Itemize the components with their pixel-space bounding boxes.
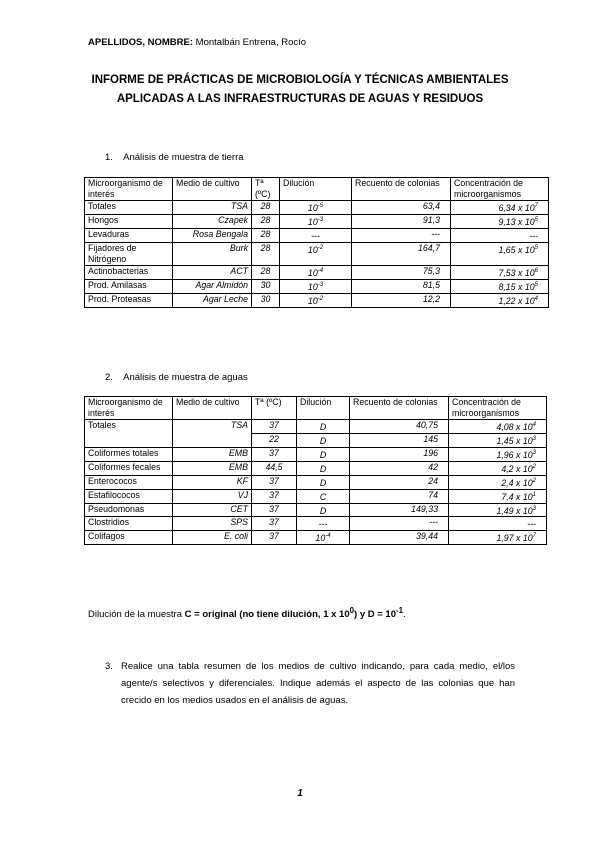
organism-cell: Coliformes totales — [85, 447, 173, 461]
student-label: APELLIDOS, NOMBRE: — [88, 37, 194, 48]
concentration-cell — [451, 228, 549, 242]
water-analysis-table — [84, 396, 547, 545]
table-row — [85, 489, 547, 503]
dilution-note-exp0: 0 — [349, 606, 355, 615]
dilution-cell — [297, 475, 350, 489]
dilution-cell-base: 10 — [307, 244, 318, 255]
concentration-cell — [449, 447, 547, 461]
dilution-cell-exponent: -3 — [317, 281, 324, 288]
dilution-note-exp1: -1 — [396, 606, 404, 615]
section-1-heading — [105, 152, 244, 163]
medium-cell: Agar Leche — [173, 293, 252, 307]
temperature-cell: 28 — [252, 242, 280, 265]
temperature-cell: 28 — [252, 228, 280, 242]
column-header: Medio de cultivo — [173, 397, 252, 420]
temperature-cell: 28 — [252, 201, 280, 215]
count-cell: 149,33 — [350, 503, 449, 517]
concentration-cell-base: 1,96 x 10 — [496, 449, 533, 460]
dilution-cell — [297, 447, 350, 461]
dilution-cell-base: --- — [311, 230, 320, 241]
concentration-cell-exponent: 2 — [532, 477, 536, 484]
dilution-cell — [280, 201, 352, 215]
temperature-cell: 37 — [252, 475, 297, 489]
soil-analysis-table — [84, 177, 549, 308]
dilution-cell — [297, 517, 350, 531]
table-header-row — [85, 397, 547, 420]
organism-cell: Enterococos — [85, 475, 173, 489]
medium-cell: Rosa Bengala — [173, 228, 252, 242]
table-row — [85, 242, 549, 265]
count-cell: 42 — [350, 461, 449, 475]
organism-cell: Estafilococos — [85, 489, 173, 503]
concentration-cell — [449, 420, 547, 434]
column-header: Recuento de colonias — [350, 397, 449, 420]
dilution-note-end: . — [403, 609, 406, 621]
count-cell: 74 — [350, 489, 449, 503]
column-header: Tª (ºC) — [252, 178, 280, 201]
title-line-2: APLICADAS A LAS INFRAESTRUCTURAS DE AGUAS Y RESIDUOS — [116, 93, 484, 105]
concentration-cell — [451, 279, 549, 293]
concentration-cell-exponent: 2 — [532, 463, 536, 470]
temperature-cell: 44,5 — [252, 461, 297, 475]
concentration-cell-exponent: 5 — [534, 244, 538, 251]
medium-cell: Agar Almidón — [173, 279, 252, 293]
section-2-number: 2. — [105, 372, 113, 383]
organism-cell: Levaduras — [85, 228, 173, 242]
organism-cell: Actinobacterias — [85, 265, 173, 279]
column-header: Concentración de microorganismos — [451, 178, 549, 201]
temperature-cell: 28 — [252, 214, 280, 228]
concentration-cell — [451, 201, 549, 215]
concentration-cell — [449, 517, 547, 531]
table-row — [85, 461, 547, 475]
organism-cell: Fijadores de Nitrógeno — [85, 242, 173, 265]
dilution-cell-base: 10 — [307, 202, 318, 213]
temperature-cell: 37 — [252, 447, 297, 461]
dilution-cell — [280, 214, 352, 228]
concentration-cell-base: 1,49 x 10 — [496, 505, 533, 516]
dilution-cell — [280, 242, 352, 265]
report-title — [60, 71, 540, 109]
medium-cell: Czapek — [173, 214, 252, 228]
concentration-cell-base: 6,34 x 10 — [498, 202, 535, 213]
concentration-cell-exponent: 5 — [534, 281, 538, 288]
concentration-cell-exponent: 3 — [532, 449, 536, 456]
dilution-cell-exponent: -4 — [317, 267, 324, 274]
table-row — [85, 503, 547, 517]
concentration-cell-base: 1,65 x 10 — [498, 244, 535, 255]
dilution-note-d: ) y D = 10 — [354, 609, 396, 621]
temperature-cell: 37 — [252, 420, 297, 434]
count-cell: 12,2 — [352, 293, 451, 307]
dilution-cell — [280, 279, 352, 293]
temperature-cell: 37 — [252, 531, 297, 545]
column-header: Dilución — [297, 397, 350, 420]
organism-cell: Pseudomonas — [85, 503, 173, 517]
dilution-cell-base: 10 — [307, 295, 318, 306]
count-cell: 145 — [350, 433, 449, 447]
section-1-number: 1. — [105, 152, 113, 163]
concentration-cell — [449, 503, 547, 517]
dilution-cell-exponent: -2 — [317, 244, 324, 251]
organism-cell: Totales — [85, 420, 173, 448]
count-cell: --- — [350, 517, 449, 531]
column-header: Dilución — [280, 178, 352, 201]
question-3 — [105, 658, 515, 709]
organism-cell: Coliformes fecales — [85, 461, 173, 475]
dilution-cell-base: D — [319, 435, 327, 446]
concentration-cell-exponent: 3 — [532, 435, 536, 442]
concentration-cell — [449, 433, 547, 447]
concentration-cell-base: --- — [529, 230, 538, 241]
count-cell: 196 — [350, 447, 449, 461]
medium-cell: Burk — [173, 242, 252, 265]
dilution-cell-exponent: -5 — [317, 203, 324, 209]
table-row — [85, 531, 547, 545]
count-cell: 91,3 — [352, 214, 451, 228]
medium-cell: TSA — [173, 201, 252, 215]
column-header: Tª (ºC) — [252, 397, 297, 420]
dilution-cell — [280, 293, 352, 307]
dilution-cell — [280, 265, 352, 279]
student-name: Montalbán Entrena, Rocío — [195, 37, 307, 48]
table-row — [85, 265, 549, 279]
dilution-cell — [297, 461, 350, 475]
concentration-cell-exponent: 1 — [532, 491, 536, 498]
dilution-cell-base: 10 — [307, 281, 318, 292]
concentration-cell-base: 2,4 x 10 — [501, 477, 533, 488]
column-header: Microorganismo de interés — [85, 397, 173, 420]
temperature-cell: 30 — [252, 279, 280, 293]
column-header: Recuento de colonias — [352, 178, 451, 201]
table-row — [85, 228, 549, 242]
dilution-cell-exponent: -3 — [317, 216, 324, 223]
dilution-cell-base: D — [319, 421, 327, 432]
concentration-cell-exponent: 3 — [532, 505, 536, 512]
table-row — [85, 447, 547, 461]
temperature-cell: 37 — [252, 517, 297, 531]
dilution-cell-base: D — [319, 477, 327, 488]
dilution-cell — [280, 228, 352, 242]
question-3-number: 3. — [105, 661, 113, 672]
concentration-cell — [451, 214, 549, 228]
dilution-cell — [297, 503, 350, 517]
temperature-cell: 37 — [252, 503, 297, 517]
table-row — [85, 293, 549, 307]
concentration-cell-base: 4,2 x 10 — [501, 463, 533, 474]
count-cell: --- — [352, 228, 451, 242]
concentration-cell-exponent: 7 — [532, 533, 536, 540]
concentration-cell — [451, 242, 549, 265]
count-cell: 40,75 — [350, 420, 449, 434]
table-row — [85, 214, 549, 228]
column-header: Microorganismo de interés — [85, 178, 173, 201]
concentration-cell — [449, 531, 547, 545]
medium-cell: TSA — [173, 420, 252, 448]
table-row — [85, 420, 547, 434]
title-line-1: INFORME DE PRÁCTICAS DE MICROBIOLOGÍA Y TÉCNICAS AMBIENTALES — [91, 74, 509, 86]
medium-cell: ACT — [173, 265, 252, 279]
count-cell: 24 — [350, 475, 449, 489]
organism-cell: Clostridios — [85, 517, 173, 531]
concentration-cell-exponent: 4 — [532, 422, 536, 428]
table-row — [85, 475, 547, 489]
section-2-title: Análisis de muestra de aguas — [123, 372, 248, 383]
concentration-cell-exponent: 6 — [534, 267, 538, 274]
count-cell: 81,5 — [352, 279, 451, 293]
dilution-cell — [297, 489, 350, 503]
dilution-cell — [297, 531, 350, 545]
column-header: Medio de cultivo — [173, 178, 252, 201]
temperature-cell: 22 — [252, 433, 297, 447]
medium-cell: KF — [173, 475, 252, 489]
concentration-cell-exponent: 7 — [534, 203, 538, 209]
concentration-cell-base: --- — [527, 519, 536, 530]
table-row — [85, 279, 549, 293]
dilution-cell-base: 10 — [307, 216, 318, 227]
temperature-cell: 28 — [252, 265, 280, 279]
dilution-cell — [297, 420, 350, 434]
concentration-cell-base: 7,53 x 10 — [498, 267, 535, 278]
organism-cell: Hongos — [85, 214, 173, 228]
dilution-cell-base: 10 — [315, 533, 326, 544]
concentration-cell-base: 9,13 x 10 — [498, 216, 535, 227]
table-row — [85, 517, 547, 531]
count-cell: 63,4 — [352, 201, 451, 215]
dilution-note-text: Dilución de la muestra — [88, 609, 185, 621]
concentration-cell — [451, 293, 549, 307]
concentration-cell-base: 7,4 x 10 — [501, 491, 533, 502]
medium-cell: SPS — [173, 517, 252, 531]
dilution-cell-base: D — [319, 505, 327, 516]
table-header-row — [85, 178, 549, 201]
concentration-cell — [449, 461, 547, 475]
dilution-cell-base: D — [319, 449, 327, 460]
temperature-cell: 30 — [252, 293, 280, 307]
organism-cell: Colifagos — [85, 531, 173, 545]
concentration-cell-exponent: 4 — [534, 295, 538, 302]
medium-cell: E. coli — [173, 531, 252, 545]
dilution-cell-base: D — [319, 463, 327, 474]
concentration-cell — [451, 265, 549, 279]
column-header: Concentración de microorganismos — [449, 397, 547, 420]
dilution-cell-base: C — [319, 491, 327, 502]
concentration-cell-base: 4,08 x 10 — [496, 421, 533, 432]
concentration-cell — [449, 475, 547, 489]
dilution-note-original: C = original (no tiene dilución, 1 x 10 — [184, 609, 350, 621]
organism-cell: Totales — [85, 201, 173, 215]
section-2-heading — [105, 372, 248, 383]
count-cell: 75,3 — [352, 265, 451, 279]
count-cell: 39,44 — [350, 531, 449, 545]
medium-cell: VJ — [173, 489, 252, 503]
dilution-cell-base: 10 — [307, 267, 318, 278]
concentration-cell-base: 1,22 x 10 — [498, 295, 535, 306]
medium-cell: CET — [173, 503, 252, 517]
temperature-cell: 37 — [252, 489, 297, 503]
dilution-cell-exponent: -4 — [325, 533, 331, 540]
medium-cell: EMB — [173, 461, 252, 475]
concentration-cell-base: 1,45 x 10 — [496, 435, 533, 446]
count-cell: 164,7 — [352, 242, 451, 265]
concentration-cell-base: 1,97 x 10 — [496, 533, 533, 544]
organism-cell: Prod. Proteasas — [85, 293, 173, 307]
dilution-cell-base: --- — [318, 519, 328, 530]
section-1-title: Análisis de muestra de tierra — [123, 152, 244, 163]
concentration-cell-exponent: 5 — [534, 216, 538, 223]
page-number: 1 — [297, 788, 303, 799]
organism-cell: Prod. Amilasas — [85, 279, 173, 293]
dilution-note — [88, 606, 406, 620]
question-3-text: Realice una tabla resumen de los medios de cultivo indicando, para cada medio, el/los agente/s selectivos y diferenciales. Indique además el aspecto de las colonias que han crecido en los medios usados en el análisis de aguas. — [121, 661, 515, 706]
concentration-cell — [449, 489, 547, 503]
medium-cell: EMB — [173, 447, 252, 461]
student-header — [88, 37, 306, 48]
concentration-cell-base: 8,15 x 10 — [498, 281, 535, 292]
table-row — [85, 201, 549, 215]
dilution-cell-exponent: -2 — [317, 295, 324, 302]
dilution-cell — [297, 433, 350, 447]
